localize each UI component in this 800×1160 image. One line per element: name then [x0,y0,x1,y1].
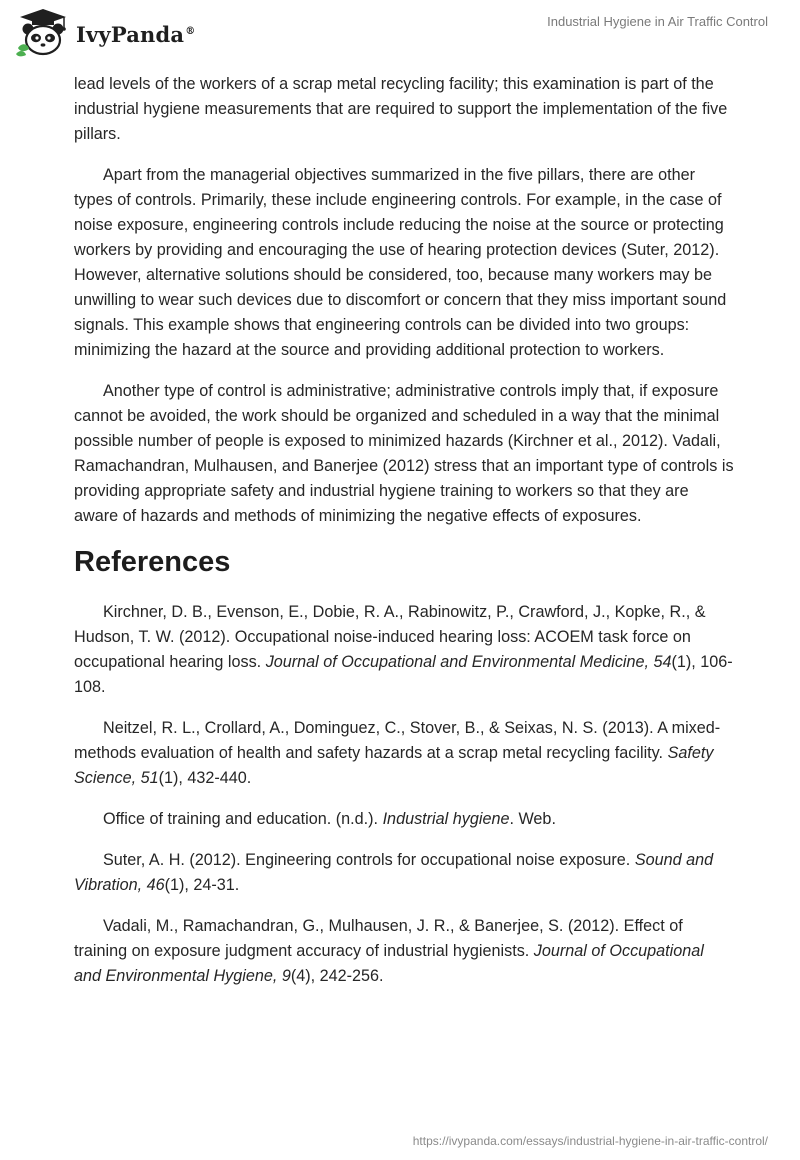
paragraph-engineering-controls: Apart from the managerial objectives summarized in the five pillars, there are other types of controls. Primarily, these include engineering controls. For example, in the case of noise exposure, engineering controls include reducing the noise at the source or protecting workers by providing and encouraging the use of hearing protection devices (Suter, 2012). However, alternative solutions should be considered, too, because many workers may be unwilling to wear such devices due to discomfort or concern that they miss important sound signals. This example shows that engineering controls can be divided into two groups: minimizing the hazard at the source and providing additional protection to workers. [74,166,727,359]
document-title: Industrial Hygiene in Air Traffic Control [547,14,768,29]
references-heading: References [74,546,231,578]
paragraph-continued: lead levels of the workers of a scrap metal recycling facility; this examination is part of the industrial hygiene measurements that are required to support the implementation of the five pillars. [74,75,728,143]
panda-graduate-icon [14,8,72,58]
essay-content [74,72,734,1005]
reference-item: Office of training and education. (n.d.). Industrial hygiene. Web. [103,810,556,828]
brand-name: IvyPanda® [76,21,196,47]
reference-item: Neitzel, R. L., Crollard, A., Dominguez, C., Stover, B., & Seixas, N. S. (2013). A mixed-methods evaluation of health and safety hazards at a scrap metal recycling facility. Safety Science, 51(1), 432-440. [74,719,721,787]
reference-item: Suter, A. H. (2012). Engineering controls for occupational noise exposure. Sound and Vibration, 46(1), 24-31. [74,851,714,894]
page-header [0,0,800,60]
source-url[interactable]: https://ivypanda.com/essays/industrial-hygiene-in-air-traffic-control/ [412,1134,768,1148]
ivypanda-logo[interactable] [14,8,195,58]
paragraph-administrative-controls: Another type of control is administrative; administrative controls imply that, if exposure cannot be avoided, the work should be organized and scheduled in a way that the minimal possible number of people is exposed to minimized hazards (Kirchner et al., 2012). Vadali, Ramachandran, Mulhausen, and Banerjee (2012) stress that an important type of controls is providing appropriate safety and industrial hygiene training to workers so that they are aware of hazards and methods of minimizing the negative effects of exposures. [74,382,734,525]
reference-item: Kirchner, D. B., Evenson, E., Dobie, R. A., Rabinowitz, P., Crawford, J., Kopke, R., & Hudson, T. W. (2012). Occupational noise-induced hearing loss: ACOEM task force on occupational hearing loss. Journal of Occupational and Environmental Medicine, 54(1), 106-108. [74,603,733,696]
reference-item: Vadali, M., Ramachandran, G., Mulhausen, J. R., & Banerjee, S. (2012). Effect of training on exposure judgment accuracy of industrial hygienists. Journal of Occupational and Environmental Hygiene, 9(4), 242-256. [74,917,704,985]
